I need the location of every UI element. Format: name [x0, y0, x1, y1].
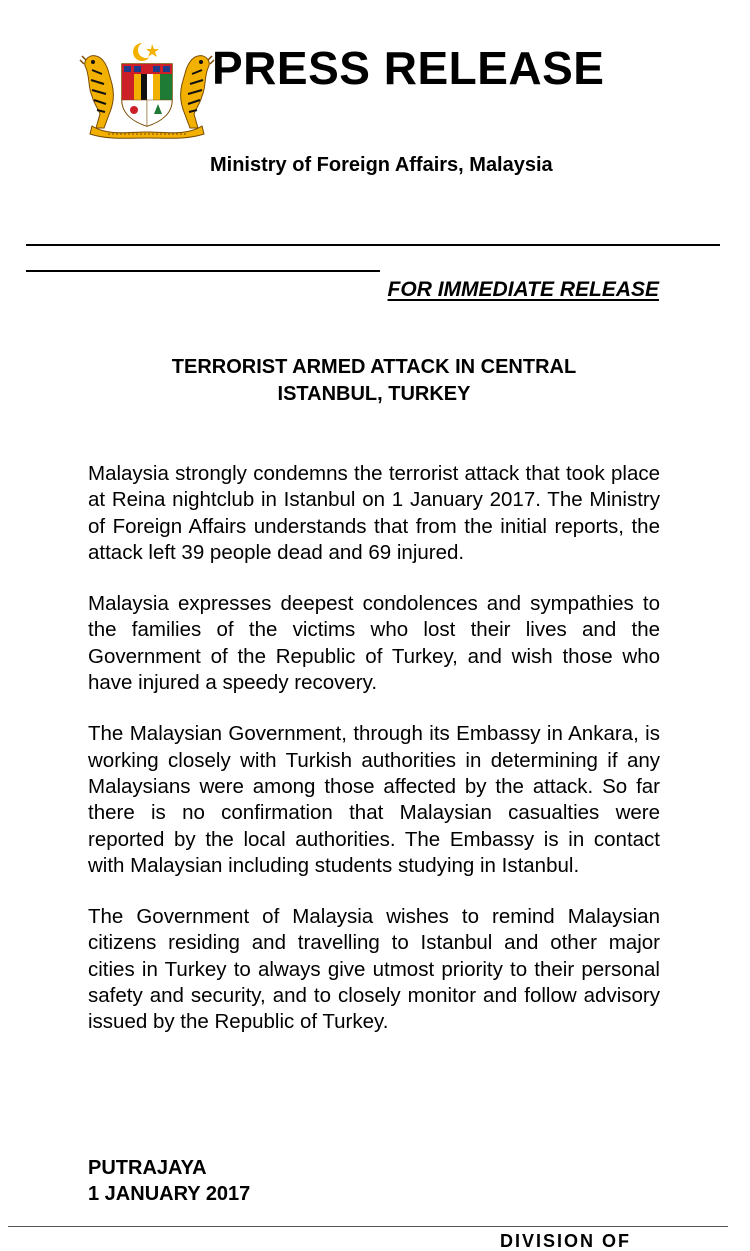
crescent-star-icon: [133, 42, 159, 61]
shield-icon: [122, 64, 172, 126]
motto-scroll-icon: [90, 126, 204, 138]
paragraph-advisory: The Government of Malaysia wishes to remind Malaysian citizens residing and travelling to Istanbul and other major cities in Turkey to always give utmost priority to their personal safety and security, and to closely monitor and follow advisory issued by the Republic of Turkey.: [88, 905, 660, 1034]
signoff: [88, 1155, 250, 1207]
press-body: [88, 461, 660, 1061]
ministry-name: Ministry of Foreign Affairs, Malaysia: [210, 154, 553, 176]
headline: [88, 354, 660, 408]
headline-line-1: TERRORIST ARMED ATTACK IN CENTRAL: [171, 356, 577, 378]
paragraph-condolences: Malaysia expresses deepest condolences and sympathies to the families of the victims who lost their lives and the Government of the Republic of Turkey, and wish those who have injured a speedy recovery.: [88, 592, 660, 695]
signoff-date: 1 JANUARY 2017: [88, 1183, 251, 1205]
paragraph-condemnation: Malaysia strongly condemns the terrorist attack that took place at Reina nightclub in Istanbul on 1 January 2017. The Ministry of Foreign Affairs understands that from the initial reports, the attack left 39 people dead and 69 injured.: [88, 462, 660, 564]
header-divider-short: [26, 270, 380, 272]
immediate-release-label: FOR IMMEDIATE RELEASE: [387, 278, 659, 301]
header-divider-long: [26, 244, 720, 246]
press-release-title: PRESS RELEASE: [212, 42, 605, 94]
headline-line-2: ISTANBUL, TURKEY: [277, 383, 471, 405]
left-tiger-icon: [80, 56, 113, 128]
footer-partial-text: DIVISION OF: [500, 1231, 632, 1251]
right-tiger-icon: [181, 56, 214, 128]
signoff-place: PUTRAJAYA: [88, 1157, 207, 1179]
paragraph-embassy: The Malaysian Government, through its Embassy in Ankara, is working closely with Turkish authorities in determining if any Malaysians were among those affected by the attack. So far there is no confirmation that Malaysian casualties were reported by the local authorities. The Embassy is in contact with Malaysian including students studying in Istanbul.: [88, 722, 660, 877]
footer-divider: [8, 1226, 728, 1227]
malaysia-coat-of-arms-icon: [78, 40, 216, 140]
